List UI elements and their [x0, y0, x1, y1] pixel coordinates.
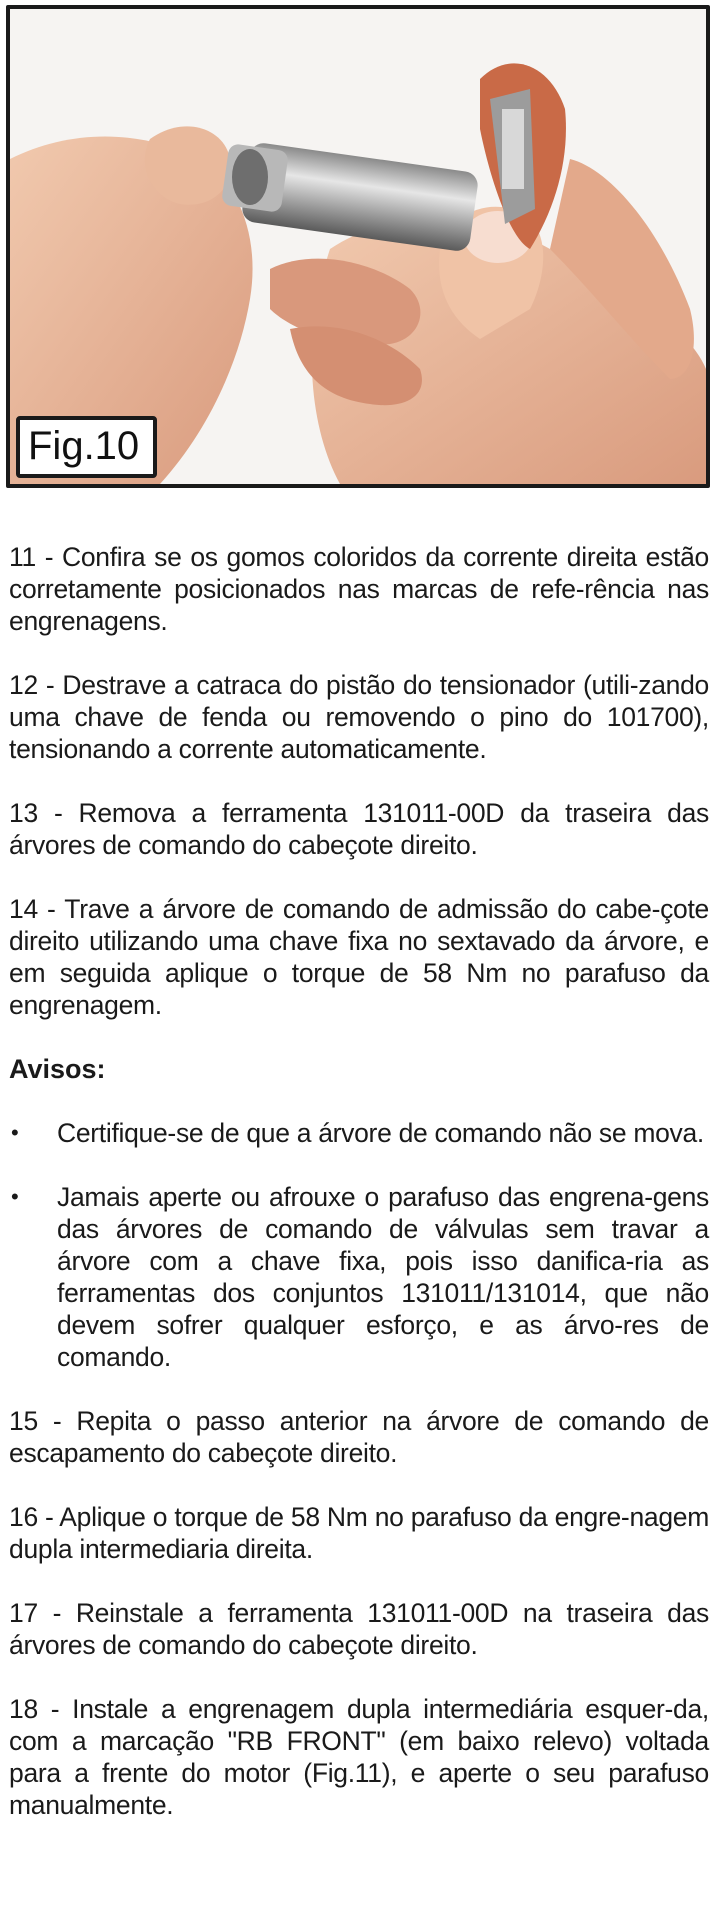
warnings-list — [9, 1117, 709, 1373]
figure-photo — [6, 5, 710, 488]
warning-text: Jamais aperte ou afrouxe o parafuso das engrena-gens das árvores de comando de válvulas sem travar a árvore com a chave fixa, pois isso danifica-ria as ferramentas dos conjuntos 131011/131014, que não devem sofrer qualquer esforço, e as árvo-res de comando. — [57, 1182, 709, 1372]
step-18: 18 - Instale a engrenagem dupla intermediária esquer-da, com a marcação "RB FRONT" (em baixo relevo) voltada para a frente do motor (Fig.11), e aperte o seu parafuso manualmente. — [9, 1694, 709, 1820]
figure-label: Fig.10 — [16, 416, 157, 478]
step-13: 13 - Remova a ferramenta 131011-00D da traseira das árvores de comando do cabeçote direito. — [9, 798, 709, 860]
step-16: 16 - Aplique o torque de 58 Nm no parafuso da engre-nagem dupla intermediaria direita. — [9, 1502, 709, 1564]
bullet-icon: • — [11, 1120, 19, 1145]
step-15: 15 - Repita o passo anterior na árvore de comando de escapamento do cabeçote direito. — [9, 1406, 709, 1468]
warning-item — [9, 1181, 709, 1373]
document-body — [9, 541, 709, 1853]
hands-holding-tool-photo — [10, 9, 706, 484]
step-14: 14 - Trave a árvore de comando de admissão do cabe-çote direito utilizando uma chave fixa no sextavado da árvore, e em seguida aplique o torque de 58 Nm no parafuso da engrenagem. — [9, 894, 709, 1020]
step-12: 12 - Destrave a catraca do pistão do tensionador (utili-zando uma chave de fenda ou removendo o pino do 101700), tensionando a corrente automaticamente. — [9, 670, 709, 764]
step-17: 17 - Reinstale a ferramenta 131011-00D na traseira das árvores de comando do cabeçote direito. — [9, 1598, 709, 1660]
bullet-icon: • — [11, 1184, 19, 1209]
step-11: 11 - Confira se os gomos coloridos da corrente direita estão corretamente posicionados nas marcas de refe-rência nas engrenagens. — [9, 542, 709, 636]
warnings-heading: Avisos: — [9, 1054, 106, 1084]
warning-text: Certifique-se de que a árvore de comando não se mova. — [57, 1118, 704, 1148]
warning-item — [9, 1117, 709, 1149]
